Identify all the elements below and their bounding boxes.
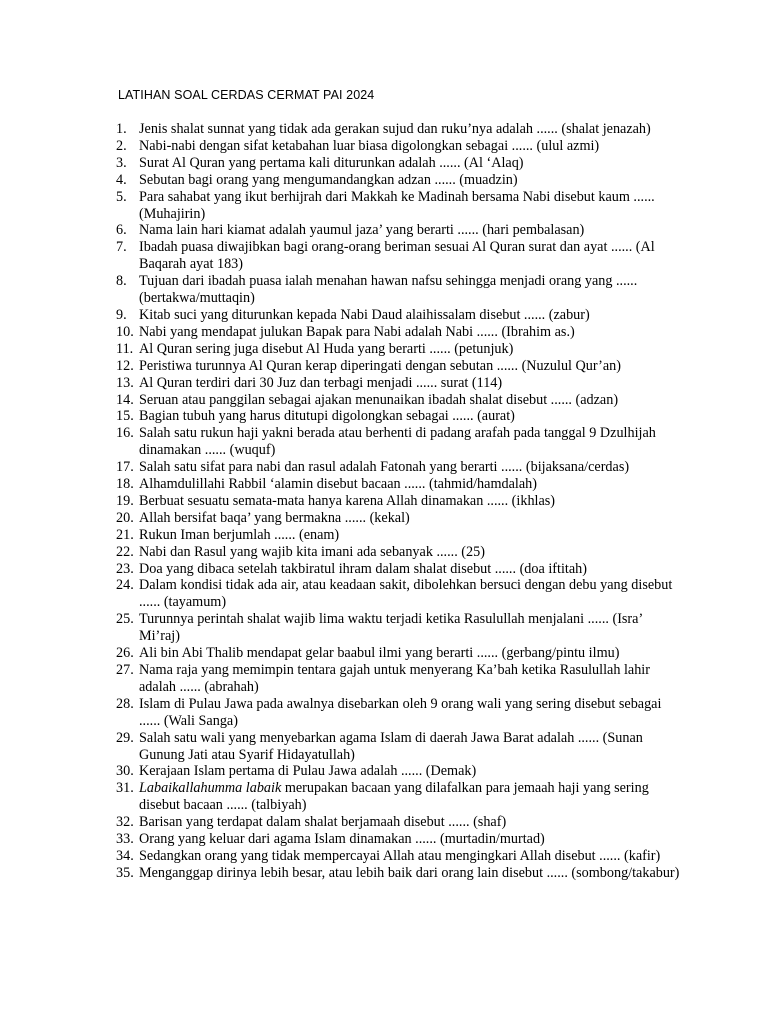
question-number: 20. [116,509,134,526]
question-item [116,358,686,375]
question-text: Rukun Iman berjumlah ...... (enam) [139,526,340,543]
question-number: 31. [116,780,134,797]
question-number: 3. [116,154,127,171]
question-item [116,273,686,307]
question-text: Salah satu wali yang menyebarkan agama Islam di daerah Jawa Barat adalah ...... (Sunan Gunung Jati atau Syarif Hidayatullah) [139,729,643,763]
question-item [116,848,686,865]
question-text: Kerajaan Islam pertama di Pulau Jawa adalah ...... (Demak) [139,763,477,780]
question-text: Para sahabat yang ikut berhijrah dari Makkah ke Madinah bersama Nabi disebut kaum ...... (Muhajirin) [139,188,655,222]
question-number: 8. [116,273,127,290]
question-number: 35. [116,864,134,881]
question-number: 7. [116,239,127,256]
question-number: 26. [116,645,134,662]
question-text: Nama lain hari kiamat adalah yaumul jaza’ yang berarti ...... (hari pembalasan) [139,222,585,239]
question-item [116,577,686,611]
question-item [116,375,686,392]
question-item [116,780,686,814]
question-item [116,459,686,476]
question-number: 15. [116,408,134,425]
question-text: Seruan atau panggilan sebagai ajakan menunaikan ibadah shalat disebut ...... (adzan) [139,391,619,408]
question-number: 28. [116,695,134,712]
question-item [116,611,686,645]
question-text: Jenis shalat sunnat yang tidak ada gerakan sujud dan ruku’nya adalah ...... (shalat jenazah) [139,121,651,137]
question-item [116,425,686,459]
question-text: Sedangkan orang yang tidak mempercayai Allah atau mengingkari Allah disebut ...... (kafir) [139,847,661,864]
question-item [116,392,686,409]
question-item [116,814,686,831]
question-item [116,527,686,544]
question-text: Nabi-nabi dengan sifat ketabahan luar biasa digolongkan sebagai ...... (ulul azmi) [139,137,600,154]
question-number: 16. [116,425,134,442]
question-item [116,645,686,662]
question-item [116,341,686,358]
question-number: 10. [116,323,134,340]
question-number: 1. [116,121,127,137]
question-text: Tujuan dari ibadah puasa ialah menahan hawan nafsu sehingga menjadi orang yang ...... (bertakwa/muttaqin) [139,273,638,307]
question-number: 29. [116,729,134,746]
question-number: 19. [116,492,134,509]
question-text: Dalam kondisi tidak ada air, atau keadaan sakit, dibolehkan bersuci dengan debu yang disebut ...... (tayamum) [139,577,673,611]
question-text: Al Quran terdiri dari 30 Juz dan terbagi menjadi ...... surat (114) [139,374,503,391]
question-number: 27. [116,662,134,678]
question-item [116,662,686,696]
document-title: LATIHAN SOAL CERDAS CERMAT PAI 2024 [118,88,375,102]
question-text: Nama raja yang memimpin tentara gajah untuk menyerang Ka’bah ketika Rasulullah lahir adalah ...... (abrahah) [139,662,650,695]
question-number: 21. [116,526,134,543]
question-text: Turunnya perintah shalat wajib lima waktu terjadi ketika Rasulullah menjalani ...... (Isra’ Mi’raj) [139,611,643,645]
question-number: 25. [116,611,134,628]
question-text: Nabi yang mendapat julukan Bapak para Nabi adalah Nabi ...... (Ibrahim as.) [139,323,575,340]
question-text: Bagian tubuh yang harus ditutupi digolongkan sebagai ...... (aurat) [139,408,515,425]
question-text: Allah bersifat baqa’ yang bermakna ...... (kekal) [139,509,410,526]
question-text: Orang yang keluar dari agama Islam dinamakan ...... (murtadin/murtad) [139,831,545,848]
question-text: Al Quran sering juga disebut Al Huda yang berarti ...... (petunjuk) [139,340,514,357]
question-item [116,831,686,848]
question-item [116,493,686,510]
question-item [116,544,686,561]
question-number: 11. [116,340,134,357]
question-number: 23. [116,560,134,577]
question-item [116,172,686,189]
question-number: 12. [116,357,134,374]
question-text: Doa yang dibaca setelah takbiratul ihram dalam shalat disebut ...... (doa iftitah) [139,560,587,577]
question-italic-phrase: Labaikallahumma labaik [139,780,282,797]
question-number: 9. [116,306,127,323]
question-text: Salah satu sifat para nabi dan rasul adalah Fatonah yang berarti ...... (bijaksana/cerdas) [139,459,630,476]
question-item [116,561,686,578]
question-item [116,865,686,882]
question-number: 18. [116,476,134,493]
question-text: Berbuat sesuatu semata-mata hanya karena Allah dinamakan ...... (ikhlas) [139,492,556,509]
question-item [116,307,686,324]
question-text: Nabi dan Rasul yang wajib kita imani ada sebanyak ...... (25) [139,543,485,560]
question-item [116,121,686,138]
question-item [116,730,686,764]
question-number: 32. [116,814,134,831]
question-text: Ali bin Abi Thalib mendapat gelar baabul ilmi yang berarti ...... (gerbang/pintu ilmu) [139,645,620,662]
question-item [116,189,686,223]
question-text: Kitab suci yang diturunkan kepada Nabi Daud alaihissalam disebut ...... (zabur) [139,306,590,323]
question-item [116,510,686,527]
question-number: 5. [116,188,127,205]
question-list [116,121,686,882]
question-text: Alhamdulillahi Rabbil ‘alamin disebut bacaan ...... (tahmid/hamdalah) [139,476,537,493]
question-item [116,239,686,273]
question-text: Sebutan bagi orang yang mengumandangkan adzan ...... (muadzin) [139,171,518,188]
question-number: 13. [116,374,134,391]
question-number: 14. [116,391,134,408]
question-number: 6. [116,222,127,239]
question-number: 33. [116,831,134,848]
question-text: Menganggap dirinya lebih besar, atau lebih baik dari orang lain disebut ...... (sombong/takabur) [139,864,680,881]
question-item [116,324,686,341]
question-number: 4. [116,171,127,188]
question-text: Barisan yang terdapat dalam shalat berjamaah disebut ...... (shaf) [139,814,507,831]
question-text: Salah satu rukun haji yakni berada atau berhenti di padang arafah pada tanggal 9 Dzulhijah dinamakan ...... (wuquf) [139,425,656,459]
question-text: Peristiwa turunnya Al Quran kerap diperingati dengan sebutan ...... (Nuzulul Qur’an) [139,357,621,374]
question-number: 24. [116,577,134,594]
question-number: 34. [116,847,134,864]
question-text: Surat Al Quran yang pertama kali diturunkan adalah ...... (Al ‘Alaq) [139,154,524,171]
question-text: merupakan bacaan yang dilafalkan para jemaah haji yang sering disebut bacaan ...... (talbiyah) [139,780,649,814]
question-item [116,222,686,239]
question-text: Ibadah puasa diwajibkan bagi orang-orang beriman sesuai Al Quran surat dan ayat ...... (Al Baqarah ayat 183) [139,239,655,273]
question-item [116,138,686,155]
question-number: 22. [116,543,134,560]
question-item [116,476,686,493]
question-item [116,696,686,730]
question-item [116,155,686,172]
question-item [116,408,686,425]
question-item [116,763,686,780]
question-text: Islam di Pulau Jawa pada awalnya disebarkan oleh 9 orang wali yang sering disebut sebagai ...... (Wali Sanga) [139,695,662,729]
question-number: 2. [116,137,127,154]
question-number: 30. [116,763,134,780]
question-number: 17. [116,459,134,476]
